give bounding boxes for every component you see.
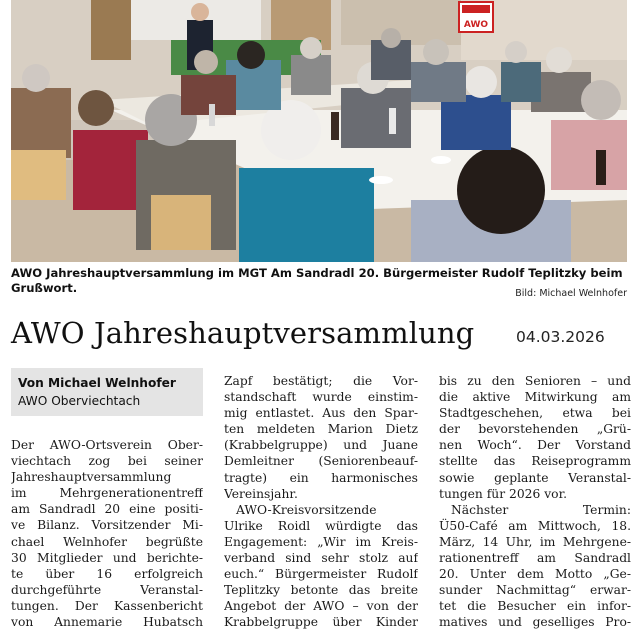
text-line: Der AWO-Ortsverein Ober- [11, 438, 203, 452]
text-line: standschaft wurde einstim- [224, 390, 418, 405]
text-line: Zapf bestätigt; die Vor- [224, 374, 418, 388]
text-line: Angebot der AWO – von der [224, 599, 418, 614]
text-line: sowie geplante Veranstal- [439, 470, 631, 485]
text-line: mig entlastet. Aus den Spar- [224, 406, 418, 421]
text-line: viechtach zog bei seiner [11, 454, 203, 469]
text-line: Stadtgeschehen, etwa bei [439, 406, 631, 421]
meeting-photo-illustration [11, 0, 627, 262]
text-line: Ulrike Roidl würdigte das [224, 518, 418, 533]
text-line: der bevorstehenden „Grü- [439, 422, 631, 437]
text-line: tungen. Der Kassenbericht [11, 598, 203, 613]
text-line: die aktive Mitwirkung am [439, 390, 631, 405]
article-headline: AWO Jahreshauptversammlung [11, 316, 475, 350]
article-column-3 [439, 373, 631, 637]
article-date: 04.03.2026 [516, 328, 605, 346]
text-line: chael Welnhofer begrüßte [11, 534, 203, 549]
text-line: stellte das Reiseprogramm [439, 454, 631, 469]
article-photo [11, 0, 627, 262]
text-line: Vereinsjahr. [224, 486, 298, 501]
article-column-1 [11, 437, 203, 637]
author-name: Von Michael Welnhofer [18, 376, 176, 390]
photo-credit: Bild: Michael Welnhofer [515, 288, 627, 299]
article-column-2 [224, 373, 418, 637]
text-line: im Mehrgenerationentreff [11, 486, 203, 501]
text-line: nen Woch“. Der Vorstand [439, 438, 631, 453]
text-line: Krabbelgruppe über Kinder [224, 615, 418, 630]
text-line: ten meldeten Marion Dietz [224, 422, 418, 437]
text-line: tet die Besucher ein infor- [439, 599, 631, 614]
author-box [11, 368, 203, 416]
text-line: 30 Mitglieder und berichte- [11, 550, 203, 565]
text-line: Teplitzky betonte das breite [224, 583, 418, 598]
text-line: bis zu den Senioren – und [439, 374, 631, 388]
text-line: te über 16 erfolgreich [11, 566, 203, 581]
text-line: matives und geselliges Pro- [439, 615, 631, 630]
text-line: verband sind sehr stolz auf [224, 551, 418, 566]
text-line: tungen für 2026 vor. [439, 486, 568, 501]
text-line: am Sandradl 20 eine positi- [11, 502, 203, 517]
text-line: AWO-Kreisvorsitzende [236, 502, 377, 517]
photo-caption: AWO Jahreshauptversammlung im MGT Am Sandradl 20. Bürgermeister Rudolf Teplitzky beim Grußwort. [11, 266, 623, 295]
text-line: rationentreff am Sandradl [439, 551, 631, 566]
text-line: (Krabbelgruppe) und Juane [224, 438, 418, 453]
text-line: ve Bilanz. Vorsitzender Mi- [11, 518, 203, 533]
text-line: tragte) ein harmonisches [224, 470, 418, 485]
author-organization: AWO Oberviechtach [18, 394, 141, 408]
text-line: Jahreshauptversammlung [11, 470, 172, 485]
text-line: März, 14 Uhr, im Mehrgene- [439, 534, 631, 549]
sign-text: AWO [463, 20, 489, 30]
text-line: 20. Unter dem Motto „Ge- [439, 567, 631, 582]
text-line: sunder Nachmittag“ erwar- [439, 583, 631, 598]
text-line: durchgeführte Veranstal- [11, 582, 203, 597]
text-line: von Annemarie Hubatsch [11, 615, 203, 630]
text-line: Nächster Termin: [451, 502, 631, 517]
text-line: euch.“ Bürgermeister Rudolf [224, 567, 418, 582]
text-line: Ü50-Café am Mittwoch, 18. [439, 518, 631, 533]
text-line: Engagement: „Wir im Kreis- [224, 534, 418, 549]
text-line: Demleitner (Seniorenbeauf- [224, 454, 418, 469]
